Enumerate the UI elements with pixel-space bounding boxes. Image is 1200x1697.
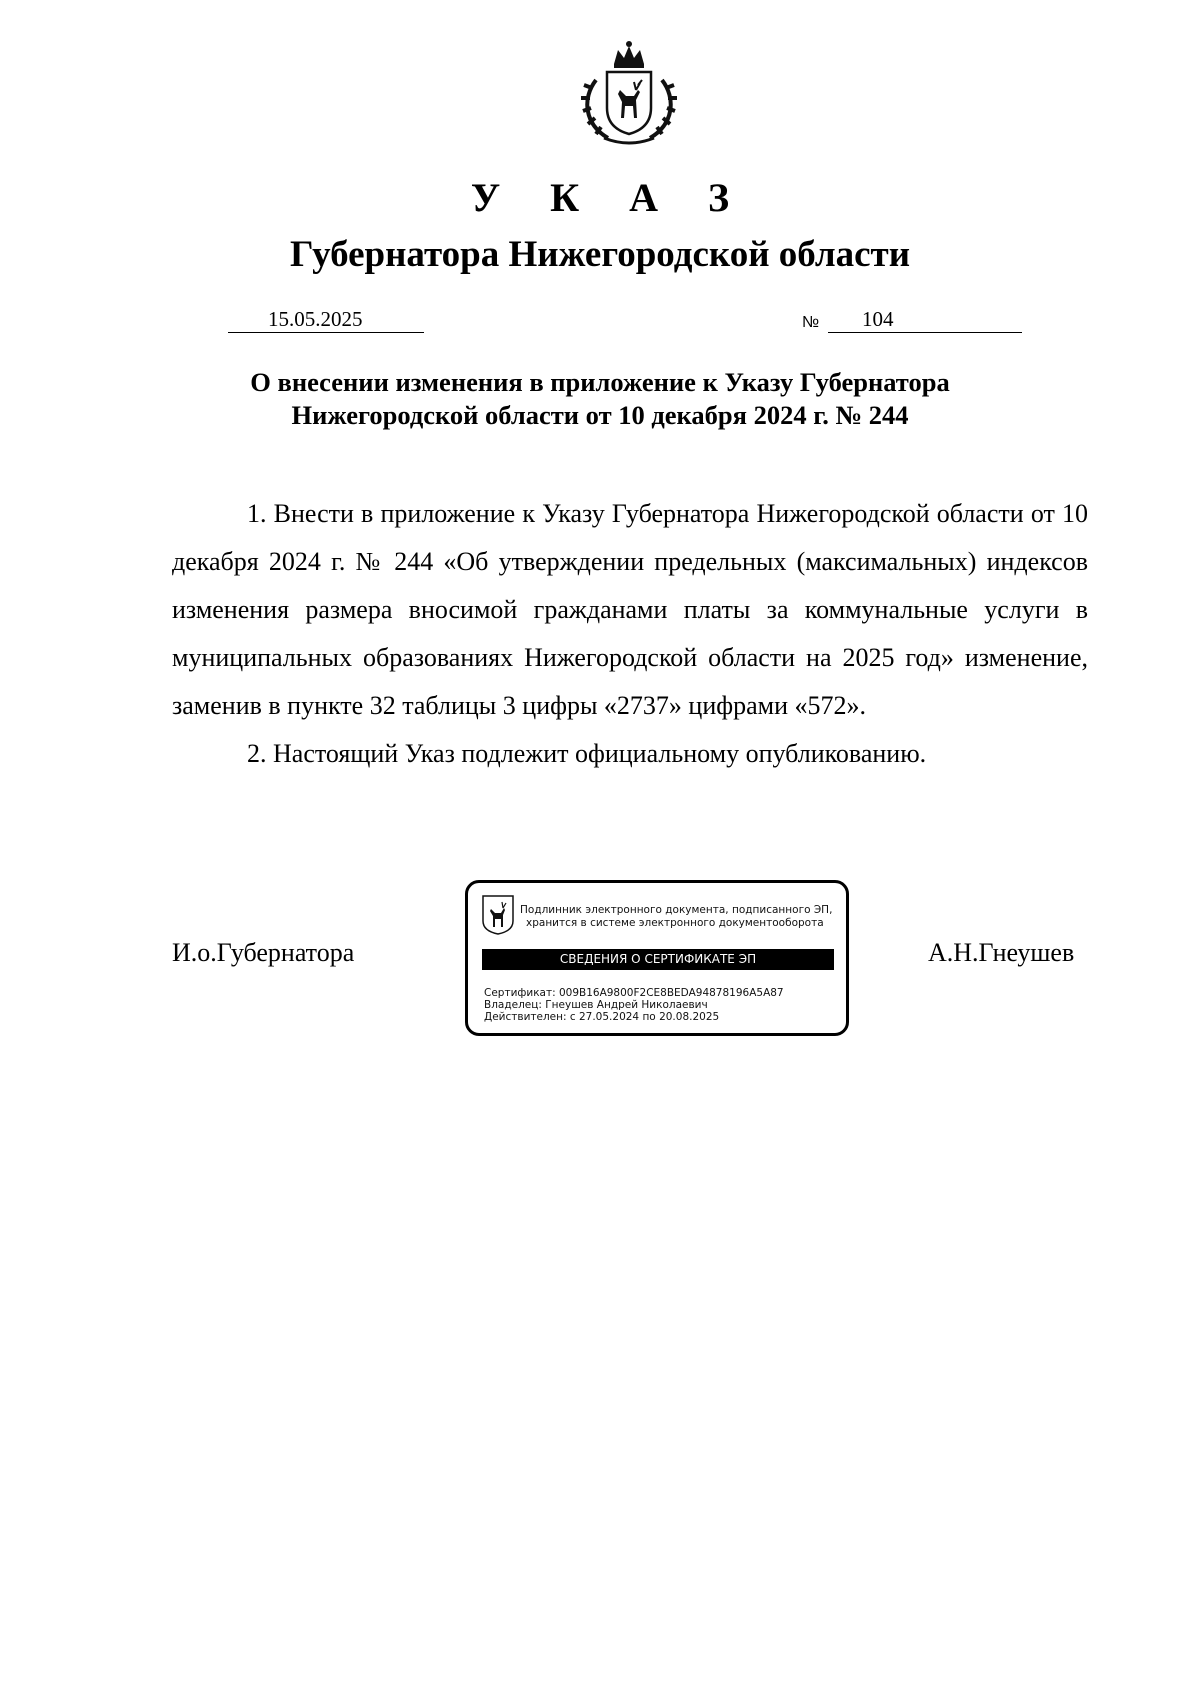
stamp-owner: Владелец: Гнеушев Андрей Николаевич (484, 999, 708, 1011)
document-body (172, 490, 1088, 778)
body-paragraph-1: 1. Внести в приложение к Указу Губернатора Нижегородской области от 10 декабря 2024 г. № 244 «Об утверждении предельных (максимальных) индексов изменения размера вносимой гражданами платы за коммунальные услуги в муниципальных образованиях Нижегородской области на 2025 год» изменение, заменив в пункте 32 таблицы 3 цифры «2737» цифрами «572». (172, 499, 1088, 720)
stamp-certificate-id: Сертификат: 009B16A9800F2CE8BEDA94878196A5A87 (484, 987, 784, 999)
subject-line-2: Нижегородской области от 10 декабря 2024 г. № 244 (291, 400, 909, 430)
document-date: 15.05.2025 (228, 306, 424, 333)
stamp-certificate-header: СВЕДЕНИЯ О СЕРТИФИКАТЕ ЭП (482, 949, 834, 970)
document-subject (160, 366, 1040, 432)
body-paragraph-2: 2. Настоящий Указ подлежит официальному опубликованию. (247, 739, 927, 768)
stamp-validity: Действителен: с 27.05.2024 по 20.08.2025 (484, 1011, 720, 1023)
stamp-storage-note: хранится в системе электронного документооборота (526, 917, 824, 929)
coat-of-arms-icon (574, 40, 684, 148)
issuer-title: Губернатора Нижегородской области (289, 234, 911, 275)
signer-position: И.о.Губернатора (172, 938, 355, 967)
electronic-signature-stamp (465, 880, 849, 1036)
signer-name: А.Н.Гнеушев (928, 938, 1075, 967)
number-label: № (802, 314, 820, 331)
subject-line-1: О внесении изменения в приложение к Указу Губернатора (250, 367, 950, 397)
stamp-original-note: Подлинник электронного документа, подписанного ЭП, (520, 904, 833, 916)
document-number: 104 (828, 306, 1022, 333)
document-type-title: У К А З (470, 175, 750, 220)
deer-emblem-icon (482, 895, 514, 935)
